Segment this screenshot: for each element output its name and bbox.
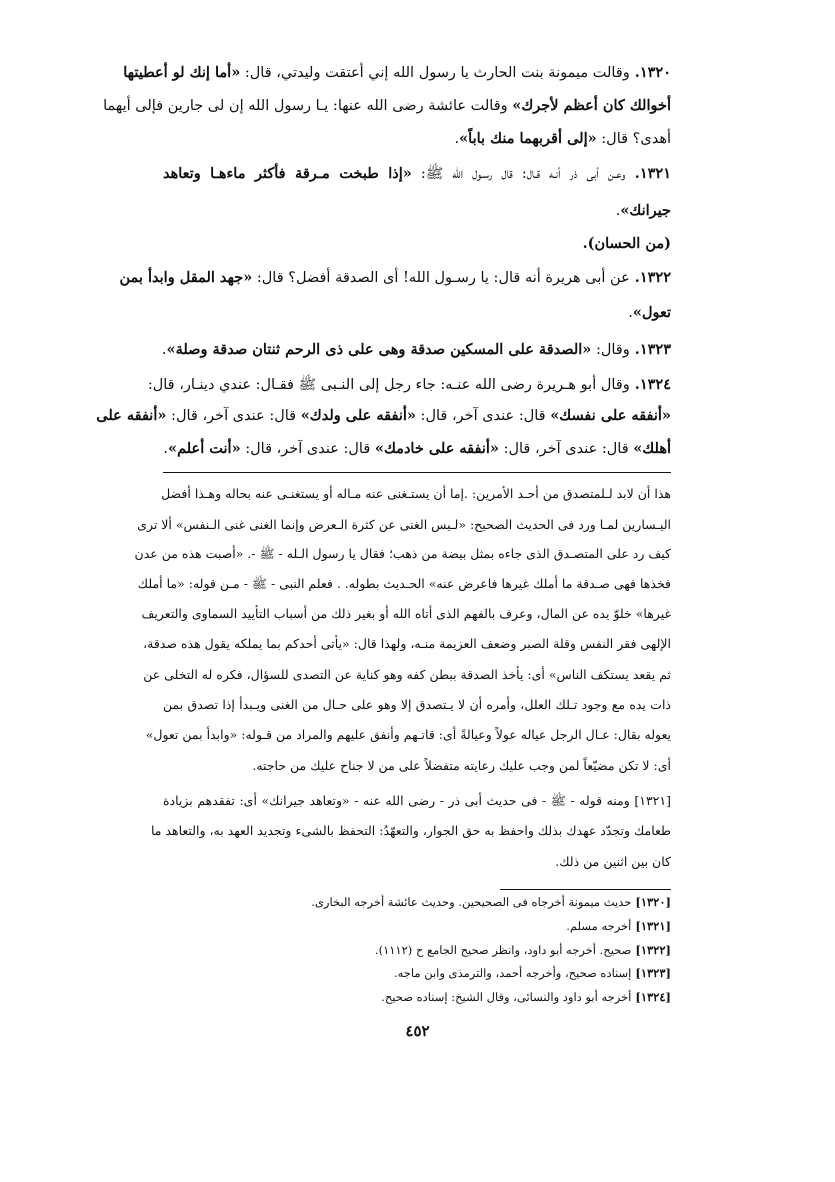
text-segment: ١٣٢٤. <box>629 376 671 393</box>
text-segment: ١٣٢٠. <box>629 64 671 81</box>
text-segment: ١٣٢١. <box>625 165 671 182</box>
text-segment: وعـن أبى ذر أنـه قـال: قال رسـول الله ﷺ: <box>411 166 626 182</box>
text-segment: [١٣٢٠] <box>631 895 671 909</box>
text-segment: «إلى أقربهما منك باباً» <box>459 130 597 147</box>
text-segment: (من الحسان). <box>582 235 671 252</box>
text-segment: فخذها فهى صـدقة ما أملك غيرها فاعرض عنه» الحـديث بطوله. . فعلم النبى - ﷺ - مـن قوله: «ما أملك <box>137 576 671 591</box>
text-segment: جيرانك» <box>620 202 671 219</box>
footnotes-line <box>163 968 671 980</box>
main_text-line <box>96 407 671 424</box>
text-segment: «الصدقة على المسكين صدقة وهى على ذى الرحم ثنتان صدقة وصلة» <box>166 341 592 358</box>
text-segment: الإلهى فقر النفس وقلة الصبر وضعف العزيمة منـه، ولهذا قال: «يأتى أحدكم بما يملكه يقول هذه صدقة، <box>143 636 671 651</box>
text-segment: قال: عندى آخر، قال: <box>240 441 375 457</box>
main_text-line <box>163 132 671 147</box>
text-segment: كيف رد على المتصـدق الذى جاءه بمثل بيضة من ذهب؛ فقال يا رسول الـله - ﷺ -. «أصبت هذه من عدن <box>134 546 671 561</box>
text-segment: وقالت ميمونة بنت الحارث يا رسول الله إني أعتقت وليدتي، قال: <box>240 65 630 81</box>
text-segment: طعامك وتجدّد عهدك بذلك واحفظ به حق الجوار، والتعهّدُ: التحفظ بالشىء وتجديد العهد به، والتعاهد ما <box>150 823 671 838</box>
text-segment: . <box>628 305 633 321</box>
text-segment: إسناده صحيح، وأخرجه أحمد، والترمذى وابن ماجه. <box>393 966 632 980</box>
text-segment: أخوالك كان أعظم لأجرك» <box>512 97 671 114</box>
footnotes-line <box>163 897 671 909</box>
text-segment: وقال: <box>591 342 630 358</box>
text-segment: أهلك» <box>633 440 671 457</box>
commentary-line <box>163 699 671 712</box>
text-segment: يعوله بقال: عـال الرجل عياله عولاً وعيالةً أى: قاتـهم وأنفق عليهم والمراد من قـوله: «وابدأ بمن تعول» <box>145 727 671 742</box>
commentary-line <box>163 856 671 869</box>
text-segment: ١٣٢٢. <box>629 269 671 286</box>
main_text-line <box>163 442 671 457</box>
commentary-line <box>143 636 671 651</box>
main_text-line <box>163 343 671 358</box>
text-segment: أخرجه أبو داود والنسائى، وقال الشيخ: إسناده صحيح. <box>381 990 632 1004</box>
text-segment: اليـسارين لمـا ورد فى الحديث الصحيح: «لـيس الغنى عن كثرة الـعرض وإنما الغنى غنى الـنفس» ألا ترى <box>137 517 671 532</box>
main_text-line <box>163 306 671 321</box>
text-segment: «جهد المقل وابدأ بمن <box>119 269 253 286</box>
page-number: ٤٥٢ <box>405 1022 430 1040</box>
main_text-line <box>163 204 671 219</box>
text-segment: تعول» <box>632 304 671 321</box>
text-segment: . <box>163 441 169 457</box>
footnote-divider <box>500 889 671 890</box>
main_text-line <box>163 237 671 252</box>
text-segment: وقالت عائشة رضى الله عنها: يـا رسول الله إن لى جارين فإلى أيهما <box>103 98 513 114</box>
text-segment: . <box>161 342 167 358</box>
text-segment: ذات يده مع وجود تـلك العلل، وأمره أن لا يـتصدق إلا وهو على حـال من الغنى ويـبدأ إذا تصدق بمن <box>163 697 671 712</box>
text-segment: أى: لا تكن مضيّعاً لمن وجب عليك رعايته متفضلاً على من لا جناح عليك من حاجته. <box>252 758 671 773</box>
text-segment: هذا أن لابد لـلمتصدق من أحـد الأمرين: .إما أن يستـغنى عنه مـاله أو يستغنـى عنه بحاله وهـذا أفضل <box>161 486 671 501</box>
text-segment: «أما إنك لو أعطيتها <box>123 64 241 81</box>
text-segment: [١٣٢١] <box>631 919 671 933</box>
main_text-line <box>123 64 671 81</box>
text-segment: . <box>615 203 621 219</box>
text-segment: [١٣٢٣] <box>631 966 671 980</box>
main_text-line <box>147 376 671 393</box>
text-segment: «أنفقه على <box>96 407 167 424</box>
footnotes-line <box>163 992 671 1004</box>
text-segment: أهدى؟ قال: <box>596 131 671 147</box>
text-segment: عن أبى هريرة أنه قال: يا رسـول الله! أى الصدقة أفضل؟ قال: <box>252 270 630 286</box>
text-segment: «أنفقه على خادمك» <box>374 440 499 457</box>
main_text-line <box>103 97 671 114</box>
commentary-line <box>137 517 671 532</box>
commentary-line <box>137 576 671 591</box>
commentary-line <box>134 546 671 561</box>
commentary-line <box>145 727 671 742</box>
commentary-line <box>150 823 671 838</box>
text-segment: «أنفقه على نفسك» <box>550 407 671 424</box>
commentary-line <box>163 760 671 773</box>
text-segment: . <box>454 131 460 147</box>
commentary-line <box>163 488 671 501</box>
text-segment: «أنت أعلم» <box>168 440 241 457</box>
text-segment: قال: عندى آخر، قال: <box>415 408 551 424</box>
text-segment: ثم يقعد يستكف الناس» أى: يأخذ الصدقة ببطن كفه وهو كناية عن التصدى للسؤال، فكره له التخلى عن <box>143 667 671 682</box>
text-segment: قال: عندى آخر، قال: <box>166 408 301 424</box>
text-segment: كان بين اثنين من ذلك. <box>555 854 671 869</box>
text-segment: «إذا طبخت مـرقة فأكثر ماءهـا وتعاهد <box>163 165 412 182</box>
footnotes-line <box>163 921 671 933</box>
text-segment: قال: عندى آخر، قال: <box>498 441 634 457</box>
text-segment: ١٣٢٣. <box>629 341 671 358</box>
text-segment: [١٣٢٤] <box>631 990 671 1004</box>
commentary-line <box>163 795 671 808</box>
text-segment: أخرجه مسلم. <box>566 919 632 933</box>
text-segment: «أنفقه على ولدك» <box>300 407 416 424</box>
text-segment: [١٣٢٢] <box>631 943 671 957</box>
commentary-line <box>143 667 671 682</box>
main_text-line <box>163 167 671 182</box>
commentary-line <box>141 606 671 621</box>
text-segment: حديث ميمونة أخرجاه فى الصحيحين. وحديث عائشة أخرجه البخارى. <box>311 895 632 909</box>
text-segment: [١٣٢١] ومنه قوله - ﷺ - فى حديث أبى ذر - رضى الله عنه - «وتعاهد جيرانك» أى: تفقدهم بزيادة <box>163 793 671 808</box>
text-segment: صحيح. أخرجه أبو داود، وانظر صحيح الجامع ح (١١١٢). <box>374 943 632 957</box>
text-segment: وقال أبو هـريرة رضى الله عنـه: جاء رجل إلى النـبى ﷺ فقـال: عندي دينـار، قال: <box>147 377 630 393</box>
footnotes-line <box>163 945 671 957</box>
section-divider <box>163 472 671 473</box>
text-segment: غيرها» خلوّ يده عن المال، وعرف بالفهم الذى أتاه الله أو بغير ذلك من أسباب التأييد السماوى والتعريف <box>141 606 671 621</box>
main_text-line <box>119 269 671 286</box>
